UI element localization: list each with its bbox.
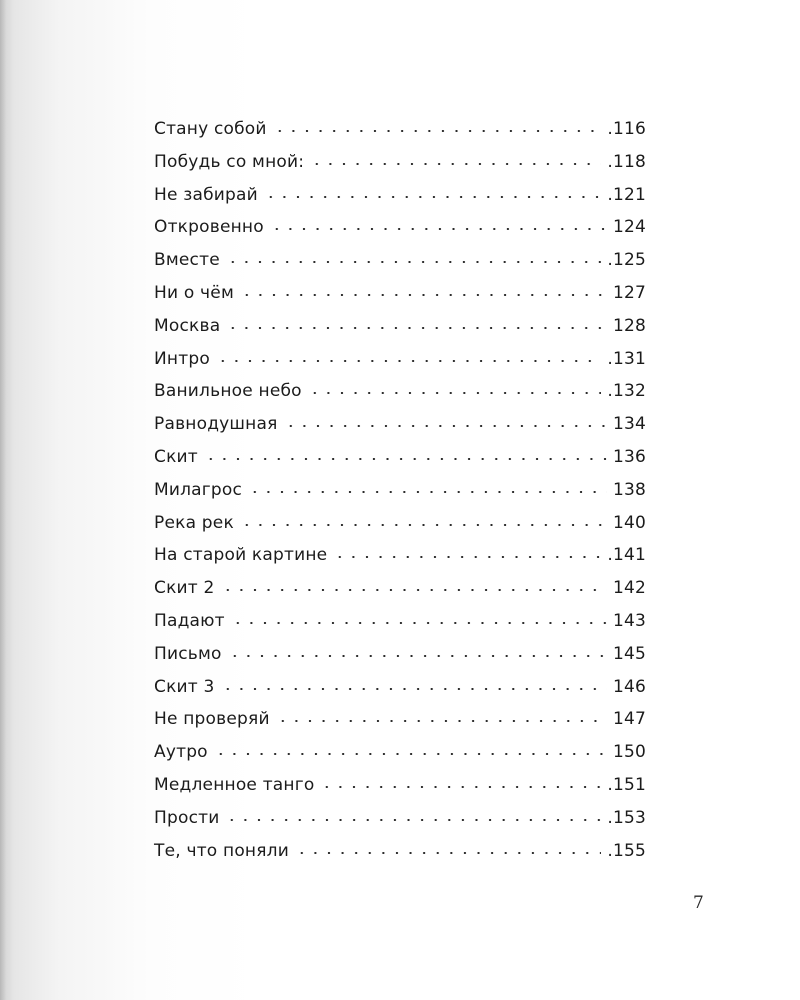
toc-entry bbox=[154, 576, 646, 609]
toc-dot-leader bbox=[212, 740, 609, 757]
toc-entry-page: 138 bbox=[612, 479, 646, 500]
toc-entry bbox=[154, 740, 646, 773]
toc-dot-leader bbox=[223, 806, 603, 823]
toc-entry-title: На старой картине bbox=[154, 545, 328, 566]
toc-dot-leader bbox=[219, 675, 609, 692]
page-binding-edge bbox=[0, 0, 6, 1000]
toc-entry bbox=[154, 839, 646, 872]
toc-entry bbox=[154, 543, 646, 576]
toc-entry bbox=[154, 248, 646, 281]
toc-entry-title: Падают bbox=[154, 610, 225, 631]
toc-entry bbox=[154, 511, 646, 544]
toc-dot-leader bbox=[308, 150, 603, 167]
toc-dot-leader bbox=[229, 609, 609, 626]
toc-entry-page: .141 bbox=[607, 545, 646, 566]
toc-entry bbox=[154, 347, 646, 380]
toc-entry-title: Прости bbox=[154, 807, 220, 828]
toc-dot-leader bbox=[318, 773, 603, 790]
toc-entry bbox=[154, 150, 646, 183]
toc-entry-page: .151 bbox=[607, 774, 646, 795]
toc-entry-title: Река рек bbox=[154, 512, 234, 533]
toc-entry-page: 147 bbox=[612, 709, 646, 730]
toc-entry bbox=[154, 675, 646, 708]
toc-dot-leader bbox=[238, 281, 609, 298]
toc-dot-leader bbox=[282, 412, 609, 429]
toc-dot-leader bbox=[271, 117, 604, 134]
toc-entry-page: 128 bbox=[612, 315, 646, 336]
toc-entry-page: 142 bbox=[612, 578, 646, 599]
toc-entry bbox=[154, 707, 646, 740]
toc-entry-title: Аутро bbox=[154, 742, 208, 763]
toc-entry-title: Ни о чём bbox=[154, 282, 234, 303]
toc-entry-title: Скит bbox=[154, 446, 198, 467]
toc-dot-leader bbox=[224, 248, 603, 265]
toc-entry-title: Те, что поняли bbox=[154, 840, 289, 861]
toc-entry-page: .131 bbox=[607, 348, 646, 369]
toc-entry bbox=[154, 281, 646, 314]
toc-entry-page: 146 bbox=[612, 676, 646, 697]
toc-entry-page: .153 bbox=[607, 807, 646, 828]
toc-dot-leader bbox=[306, 379, 604, 396]
toc-entry bbox=[154, 215, 646, 248]
toc-entry-title: Не забирай bbox=[154, 184, 258, 205]
toc-entry-title: Письмо bbox=[154, 643, 222, 664]
toc-entry-page: .125 bbox=[607, 250, 646, 271]
toc-entry-title: Откровенно bbox=[154, 217, 264, 238]
toc-dot-leader bbox=[238, 511, 609, 528]
toc-dot-leader bbox=[331, 543, 603, 560]
toc-entry bbox=[154, 478, 646, 511]
toc-entry bbox=[154, 445, 646, 478]
toc-entry bbox=[154, 379, 646, 412]
toc-dot-leader bbox=[268, 215, 609, 232]
toc-entry-title: Стану собой bbox=[154, 119, 267, 139]
toc-dot-leader bbox=[224, 314, 609, 331]
toc-dot-leader bbox=[293, 839, 603, 856]
toc-entry bbox=[154, 183, 646, 216]
toc-entry-page: .121 bbox=[607, 184, 646, 205]
toc-entry-title: Москва bbox=[154, 315, 221, 336]
toc-entry-page: 136 bbox=[612, 446, 646, 467]
toc-entry-page: 124 bbox=[612, 217, 646, 238]
toc-entry-page: .132 bbox=[607, 381, 646, 402]
toc-entry bbox=[154, 412, 646, 445]
toc-entry-title: Скит 3 bbox=[154, 676, 215, 697]
toc-entry-page: 127 bbox=[612, 282, 646, 303]
toc-dot-leader bbox=[202, 445, 609, 462]
toc-entry bbox=[154, 117, 646, 150]
toc-entry-title: Интро bbox=[154, 348, 210, 369]
toc-entry-title: Медленное танго bbox=[154, 774, 315, 795]
table-of-contents bbox=[154, 117, 646, 871]
toc-entry-title: Равнодушная bbox=[154, 414, 278, 435]
toc-entry-title: Скит 2 bbox=[154, 578, 215, 599]
toc-dot-leader bbox=[226, 642, 609, 659]
toc-dot-leader bbox=[219, 576, 609, 593]
toc-entry-page: 150 bbox=[612, 742, 646, 763]
toc-entry-page: 143 bbox=[612, 610, 646, 631]
page-number: 7 bbox=[693, 893, 704, 913]
toc-entry-page: 145 bbox=[612, 643, 646, 664]
toc-dot-leader bbox=[262, 183, 603, 200]
toc-dot-leader bbox=[214, 347, 603, 364]
toc-dot-leader bbox=[246, 478, 609, 495]
toc-entry bbox=[154, 609, 646, 642]
toc-dot-leader bbox=[274, 707, 609, 724]
toc-entry-title: Ванильное небо bbox=[154, 381, 302, 402]
toc-entry-title: Не проверяй bbox=[154, 709, 270, 730]
toc-entry-title: Вместе bbox=[154, 250, 220, 271]
toc-entry bbox=[154, 642, 646, 675]
toc-entry bbox=[154, 773, 646, 806]
toc-entry bbox=[154, 806, 646, 839]
toc-entry bbox=[154, 314, 646, 347]
toc-entry-title: Побудь со мной: bbox=[154, 151, 305, 172]
toc-entry-page: 140 bbox=[612, 512, 646, 533]
toc-entry-page: .155 bbox=[607, 840, 646, 861]
toc-entry-page: .118 bbox=[607, 151, 646, 172]
toc-entry-title: Милагрос bbox=[154, 479, 243, 500]
toc-entry-page: 134 bbox=[612, 414, 646, 435]
toc-entry-page: .116 bbox=[607, 119, 646, 139]
